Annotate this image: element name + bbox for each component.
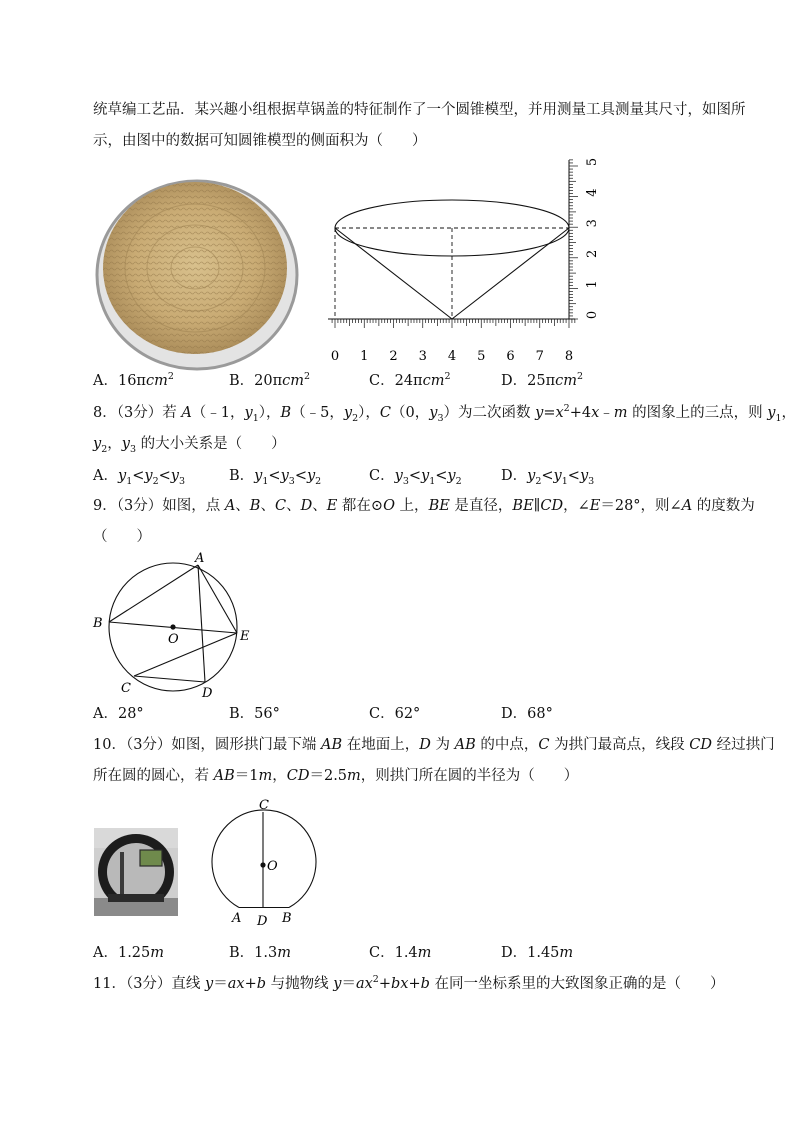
q7-choice-d[interactable]: D．25πcm$^2$ [501, 371, 584, 389]
q9-text-line1: 9．（3分）如图，点 A、B、C、D、E 都在⊙O 上，BE 是直径，BE∥CD，∠E＝28°，则∠A 的度数为 [93, 498, 755, 514]
q9-choice-d[interactable]: D．68° [501, 706, 553, 722]
q10-choice-b[interactable]: B．1.3m [229, 945, 291, 961]
point-label-e: E [240, 629, 250, 644]
v-ruler-label: 0 [585, 310, 600, 320]
h-ruler-label: 7 [535, 349, 544, 364]
q8-choice-b[interactable]: B．$y_1<y_3<y_2$ [229, 468, 322, 487]
arch-label-c: C [259, 798, 269, 813]
q8-text-line2: $y_2$，$y_3$ 的大小关系是（ ） [93, 436, 286, 455]
v-ruler-label: 1 [585, 280, 600, 289]
v-ruler-label: 3 [585, 219, 600, 228]
q7-choice-b[interactable]: B．20πcm$^2$ [229, 371, 311, 389]
v-ruler-label: 2 [585, 249, 600, 258]
q9-choice-b[interactable]: B．56° [229, 706, 280, 722]
moon-gate-photo [94, 828, 178, 916]
q10-arch-figure [210, 798, 325, 928]
h-ruler-label: 6 [506, 349, 515, 364]
q8-choice-d[interactable]: D．$y_2<y_1<y_3$ [501, 468, 595, 487]
q7-text-line2: 示，由图中的数据可知圆锥模型的侧面积为（ ） [93, 133, 427, 149]
q7-choice-c[interactable]: C．24πcm$^2$ [369, 371, 451, 389]
h-ruler-label: 1 [360, 349, 369, 364]
horizontal-ruler-labels [331, 349, 573, 364]
vertical-ruler-ticks [569, 160, 578, 319]
q8-text-line1: 8．（3分）若 A（﹣1，$y_1$），B（﹣5，$y_2$），C（0，$y_3$）为二次函数 $y=x^2+4x﹣m$ 的图象上的三点，则 $y_1$， [93, 403, 796, 424]
q11-text-line1: 11．（3分）直线 y＝ax+b 与抛物线 $y=ax^2+bx+b$ 在同一坐标系里的大致图象正确的是（ ） [93, 974, 725, 992]
point-label-d: D [202, 686, 213, 701]
arch-label-o: O [267, 859, 278, 874]
q8-choice-a[interactable]: A．$y_1<y_2<y_3$ [93, 468, 186, 487]
h-ruler-label: 4 [447, 349, 457, 364]
point-label-o: O [168, 632, 179, 647]
point-label-a: A [195, 551, 205, 566]
q7-text-line1: 统草编工艺品．某兴趣小组根据草锅盖的特征制作了一个圆锥模型，并用测量工具测量其尺寸，如图所 [93, 102, 746, 118]
arch-label-b: B [282, 911, 292, 926]
point-label-c: C [121, 681, 131, 696]
q9-choice-c[interactable]: C．62° [369, 706, 421, 722]
q10-choice-c[interactable]: C．1.4m [369, 945, 432, 961]
q10-choice-a[interactable]: A．1.25m [93, 945, 165, 961]
basket-photo [92, 176, 302, 374]
q10-text-line1: 10．（3分）如图，圆形拱门最下端 AB 在地面上，D 为 AB 的中点，C 为拱门最高点，线段 CD 经过拱门 [93, 737, 775, 753]
h-ruler-label: 8 [564, 349, 574, 364]
h-ruler-label: 2 [389, 349, 398, 364]
q10-choice-d[interactable]: D．1.45m [501, 945, 574, 961]
q9-circle-figure [88, 548, 258, 703]
center-dot [170, 624, 175, 629]
q7-choice-a[interactable]: A．16πcm$^2$ [93, 371, 174, 389]
q9-choice-a[interactable]: A．28° [93, 706, 144, 722]
q8-choice-c[interactable]: C．$y_3<y_1<y_2$ [369, 468, 462, 487]
h-ruler-label: 5 [477, 349, 486, 364]
q10-text-line2: 所在圆的圆心，若 AB＝1m，CD＝2.5m，则拱门所在圆的半径为（ ） [93, 768, 579, 784]
v-ruler-label: 5 [585, 157, 600, 167]
h-ruler-label: 3 [418, 349, 427, 364]
horizontal-ruler-ticks [332, 319, 575, 328]
arch-center-dot [260, 862, 265, 867]
h-ruler-label: 0 [330, 349, 340, 364]
vertical-ruler-labels [585, 158, 600, 319]
q9-text-line2: （ ） [93, 529, 151, 545]
arch-label-a: A [232, 911, 242, 926]
arch-label-d: D [257, 914, 268, 929]
cone-ruler-figure [320, 150, 620, 370]
v-ruler-label: 4 [585, 188, 600, 197]
point-label-b: B [93, 616, 103, 631]
